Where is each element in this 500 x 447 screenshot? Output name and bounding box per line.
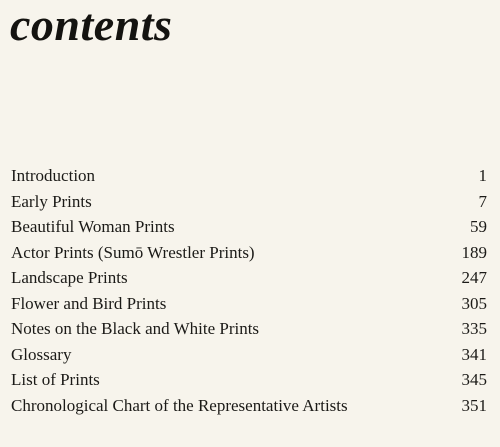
toc-entry-label: Chronological Chart of the Representative Artists — [11, 395, 348, 415]
toc-entry[interactable] — [11, 316, 487, 342]
toc-entry-label: Landscape Prints — [11, 268, 128, 287]
toc-entry-page: 189 — [461, 242, 487, 262]
toc-entry-page: 335 — [461, 319, 487, 338]
toc-entry-label: Glossary — [11, 344, 72, 364]
toc-entry-label: Flower and Bird Prints — [11, 293, 167, 313]
table-of-contents — [11, 163, 487, 418]
toc-entry-label: Early Prints — [11, 191, 92, 211]
toc-entry-label: Introduction — [11, 166, 96, 185]
toc-entry[interactable] — [11, 214, 487, 240]
toc-entry-page: 305 — [461, 293, 487, 313]
toc-entry[interactable] — [11, 189, 487, 215]
toc-entry-page: 59 — [470, 217, 487, 236]
toc-entry[interactable] — [11, 265, 487, 291]
toc-entry[interactable] — [11, 291, 487, 317]
toc-entry-label: Actor Prints (Sumō Wrestler Prints) — [11, 242, 255, 262]
toc-entry-label: List of Prints — [11, 370, 100, 389]
page-title: contents — [10, 0, 173, 50]
toc-entry-page: 351 — [461, 395, 487, 415]
toc-entry-page: 345 — [461, 370, 487, 389]
toc-entry-page: 1 — [478, 166, 487, 185]
toc-entry[interactable] — [11, 163, 487, 189]
toc-entry-page: 7 — [478, 191, 487, 211]
toc-entry-label: Notes on the Black and White Prints — [11, 319, 260, 338]
toc-entry[interactable] — [11, 393, 487, 419]
toc-entry-page: 247 — [461, 268, 487, 287]
toc-entry[interactable] — [11, 367, 487, 393]
toc-entry-page: 341 — [461, 344, 487, 364]
toc-entry-label: Beautiful Woman Prints — [11, 217, 175, 236]
toc-entry[interactable] — [11, 240, 487, 266]
toc-entry[interactable] — [11, 342, 487, 368]
